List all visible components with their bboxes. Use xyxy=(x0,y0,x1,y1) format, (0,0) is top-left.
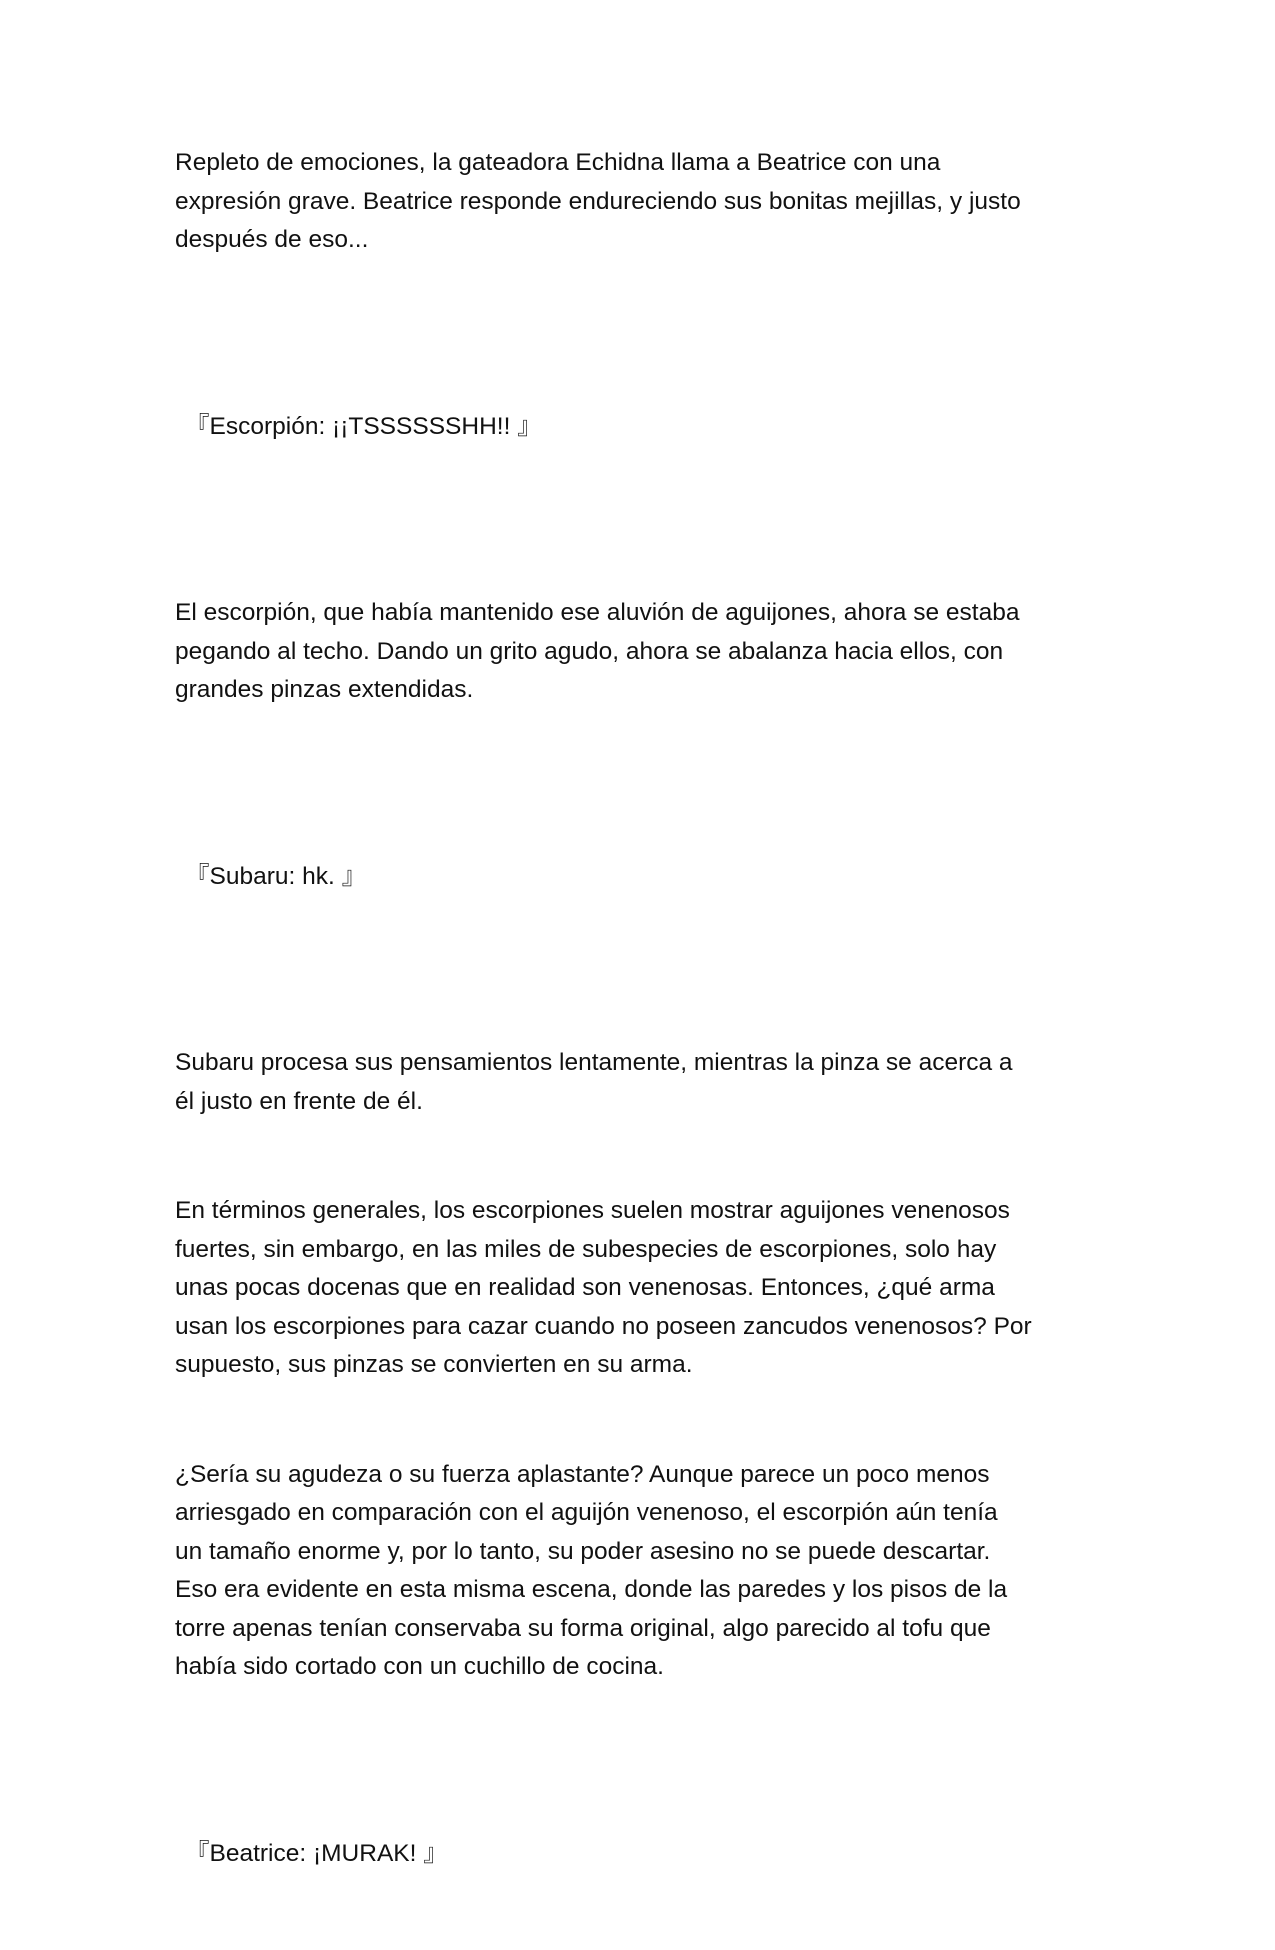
text-line: usan los escorpiones para cazar cuando no poseen zancudos venenosos? Por xyxy=(175,1308,1095,1347)
dialogue-line: 『Escorpión: ¡¡TSSSSSSHH!! 』 xyxy=(185,408,1095,447)
narration-paragraph-3 xyxy=(175,1044,1095,1121)
text-line: Subaru procesa sus pensamientos lentamente, mientras la pinza se acerca a xyxy=(175,1044,1095,1083)
text-line: Repleto de emociones, la gateadora Echidna llama a Beatrice con una xyxy=(175,144,1095,183)
text-line: torre apenas tenían conservaba su forma original, algo parecido al tofu que xyxy=(175,1610,1095,1649)
dialogue-line: 『Subaru: hk. 』 xyxy=(185,858,1095,897)
document-body xyxy=(175,144,1095,1950)
dialogue-line: 『Beatrice: ¡MURAK! 』 xyxy=(185,1835,1095,1874)
text-line: había sido cortado con un cuchillo de cocina. xyxy=(175,1648,1095,1687)
text-line: expresión grave. Beatrice responde endureciendo sus bonitas mejillas, y justo xyxy=(175,183,1095,222)
narration-paragraph-4 xyxy=(175,1192,1095,1385)
text-line: pegando al techo. Dando un grito agudo, ahora se abalanza hacia ellos, con xyxy=(175,633,1095,672)
dialogue-subaru xyxy=(175,781,1095,974)
narration-paragraph-5 xyxy=(175,1456,1095,1687)
narration-paragraph-1 xyxy=(175,144,1095,260)
text-line: Eso era evidente en esta misma escena, donde las paredes y los pisos de la xyxy=(175,1571,1095,1610)
dialogue-beatrice xyxy=(175,1758,1095,1950)
text-line: ¿Sería su agudeza o su fuerza aplastante? Aunque parece un poco menos xyxy=(175,1456,1095,1495)
text-line: supuesto, sus pinzas se convierten en su arma. xyxy=(175,1346,1095,1385)
text-line: fuertes, sin embargo, en las miles de subespecies de escorpiones, solo hay xyxy=(175,1231,1095,1270)
text-line: El escorpión, que había mantenido ese aluvión de aguijones, ahora se estaba xyxy=(175,594,1095,633)
narration-paragraph-2 xyxy=(175,594,1095,710)
dialogue-escorpion xyxy=(175,331,1095,524)
text-line: En términos generales, los escorpiones suelen mostrar aguijones venenosos xyxy=(175,1192,1095,1231)
text-line: grandes pinzas extendidas. xyxy=(175,671,1095,710)
text-line: después de eso... xyxy=(175,221,1095,260)
text-line: unas pocas docenas que en realidad son venenosas. Entonces, ¿qué arma xyxy=(175,1269,1095,1308)
text-line: arriesgado en comparación con el aguijón venenoso, el escorpión aún tenía xyxy=(175,1494,1095,1533)
text-line: un tamaño enorme y, por lo tanto, su poder asesino no se puede descartar. xyxy=(175,1533,1095,1572)
text-line: él justo en frente de él. xyxy=(175,1083,1095,1122)
